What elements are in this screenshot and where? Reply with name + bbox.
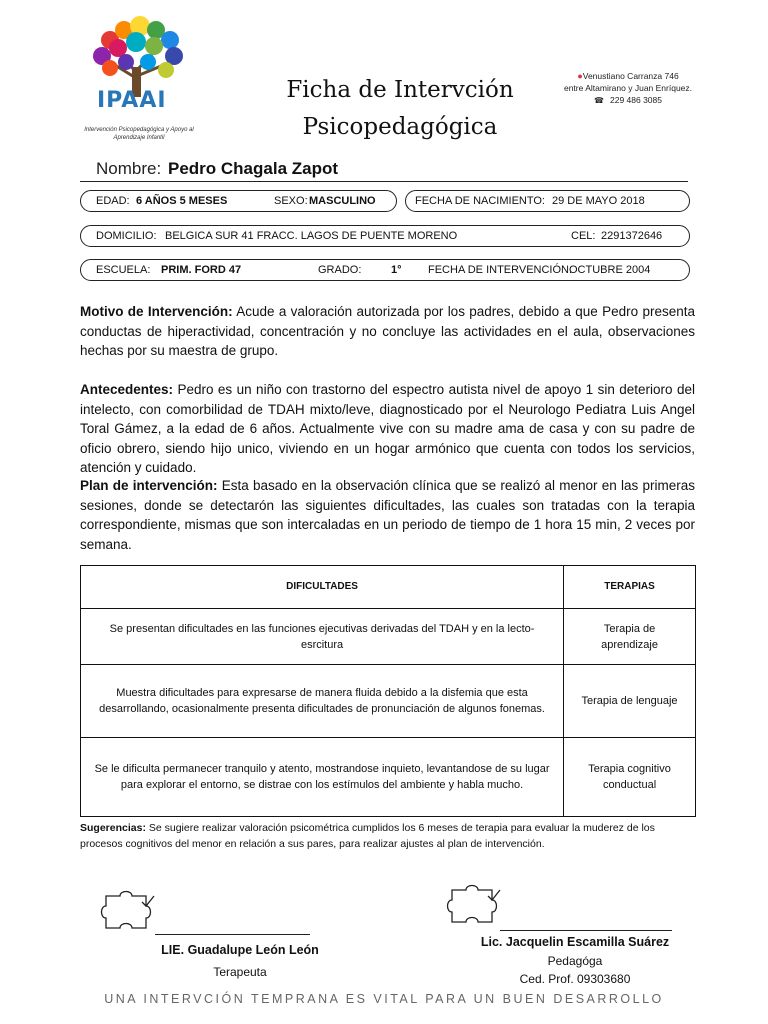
sex-value: MASCULINO <box>309 195 376 207</box>
plan-label: Plan de intervención: <box>80 478 218 493</box>
pedagogue-role: Pedagóga <box>547 954 603 968</box>
school-value: PRIM. FORD 47 <box>161 264 242 276</box>
difficulties-table <box>80 565 696 817</box>
intervention-date-label: FECHA DE INTERVENCIÓN: <box>428 264 573 276</box>
sugerencias-label: Sugerencias: <box>80 822 146 834</box>
grade-label: GRADO: <box>318 264 362 276</box>
title-line-1: Ficha de Intervción <box>286 77 514 103</box>
age-sex-box <box>80 190 397 212</box>
location-pin-icon: ● <box>577 71 583 81</box>
contact-block <box>548 70 708 107</box>
motivo-text: Acude a valoración autorizada por los padres, debido a que Pedro presenta conductas de hiperactividad, concentración y no concluye las actividades en el aula, observaciones hechas por su maestra de grupo. <box>80 304 696 358</box>
pedagogue-name: Lic. Jacquelin Escamilla Suárez <box>480 935 670 949</box>
sugerencias-text: Se sugiere realizar valoración psicométrica cumplidos los 6 meses de terapia para evaluar la muderez de los procesos cognitivos del menor en relación a sus pares, para realizar ajustes al plan de intervención. <box>80 822 655 850</box>
cel-value: 2291372646 <box>601 230 663 242</box>
terapia-cell: Terapia de lenguaje <box>564 665 696 738</box>
plan-paragraph <box>80 476 695 554</box>
dificultad-cell: Se le dificulta permanecer tranquilo y atento, mostrandose inquieto, levantandose de su lugar para explorar el entorno, se distrae con los estímulos del ambiente y habla mucho. <box>81 738 564 817</box>
professional-id: Ced. Prof. 09303680 <box>519 972 631 986</box>
sex-label: SEXO: <box>274 195 308 207</box>
therapist-name: LIE. Guadalupe León León <box>161 943 319 957</box>
motivo-paragraph <box>80 302 695 361</box>
sugerencias-paragraph <box>80 820 700 852</box>
domicile-value: BELGICA SUR 41 FRACC. LAGOS DE PUENTE MORENO <box>165 230 458 242</box>
terapia-cell: Terapia cognitivo conductual <box>564 738 696 817</box>
address-line-1: Venustiano Carranza 746 <box>582 71 679 81</box>
grade-value: 1° <box>391 264 402 276</box>
antecedentes-label: Antecedentes: <box>80 382 174 397</box>
school-box <box>80 259 690 281</box>
signature-line-right <box>500 930 672 931</box>
plan-text: Esta basado en la observación clínica que se realizó al menor en las primeras sesiones, donde se detectarón las siguientes dificultades, las cuales son tratadas con la terapia correspondiente, mismas que son intercaladas en un periodo de tiempo de 1 hora 15 min, 2 veces por semana. <box>80 478 695 552</box>
phone-icon: ☎ <box>594 96 604 105</box>
address-line-2: entre Altamirano y Juan Enríquez. <box>563 83 693 93</box>
header-dificultades: DIFICULTADES <box>81 566 564 609</box>
dificultad-cell: Muestra dificultades para expresarse de manera fluida debido a la disfemia que esta desarrollando, ocasionalmente presenta dificultades de pronunciación de algunos fonemas. <box>81 665 564 738</box>
intervention-date-value: OCTUBRE 2004 <box>569 264 651 276</box>
table-row <box>81 665 696 738</box>
address-box <box>80 225 690 247</box>
signature-line-left <box>155 934 310 935</box>
age-value: 6 AÑOS 5 MESES <box>136 195 228 207</box>
header-terapias: TERAPIAS <box>564 566 696 609</box>
cel-label: CEL: <box>571 230 596 242</box>
logo-tagline: Intervención Psicopedagógica y Apoyo al Aprendizaje Infantil <box>84 127 194 141</box>
domicile-label: DOMICILIO: <box>96 230 157 242</box>
puzzle-icon <box>98 888 162 934</box>
title-line-2: Psicopedagógica <box>302 114 498 140</box>
age-label: EDAD: <box>96 195 130 207</box>
motivo-label: Motivo de Intervención: <box>80 304 233 319</box>
name-label: Nombre: <box>96 159 162 178</box>
table-row <box>81 738 696 817</box>
patient-name: Pedro Chagala Zapot <box>168 159 339 178</box>
puzzle-icon <box>444 882 508 928</box>
logo-wordmark: IPAAI <box>97 88 167 113</box>
birthdate-label: FECHA DE NACIMIENTO: <box>415 195 545 207</box>
birthdate-value: 29 DE MAYO 2018 <box>552 195 645 207</box>
name-underline <box>80 181 688 182</box>
antecedentes-paragraph <box>80 380 695 478</box>
table-row <box>81 609 696 665</box>
birthdate-box <box>405 190 690 212</box>
antecedentes-text: Pedro es un niño con trastorno del espectro autista nivel de apoyo 1 sin deterioro del intelecto, con comorbilidad de TDAH mixto/leve, diagnosticado por el Neurologo Pediatra Luis Angel Toral Gámez, a la edad de 6 años. Actualmente vive con su madre ama de casa y con su padre de oficio obrero, siendo hijo unico, viviendo en un hogar armónico que cuenta con todos los servicios, atención y cuidado. <box>80 382 695 475</box>
phone-number: 229 486 3085 <box>609 95 662 105</box>
footer-slogan: UNA INTERVCIÓN TEMPRANA ES VITAL PARA UN BUEN DESARROLLO <box>104 992 664 1006</box>
therapist-role: Terapeuta <box>213 965 267 979</box>
dificultad-cell: Se presentan dificultades en las funciones ejecutivas derivadas del TDAH y en la lecto-esrcitura <box>81 609 564 665</box>
table-header-row <box>81 566 696 609</box>
school-label: ESCUELA: <box>96 264 151 276</box>
terapia-cell: Terapia de aprendizaje <box>564 609 696 665</box>
document-title <box>255 72 545 146</box>
